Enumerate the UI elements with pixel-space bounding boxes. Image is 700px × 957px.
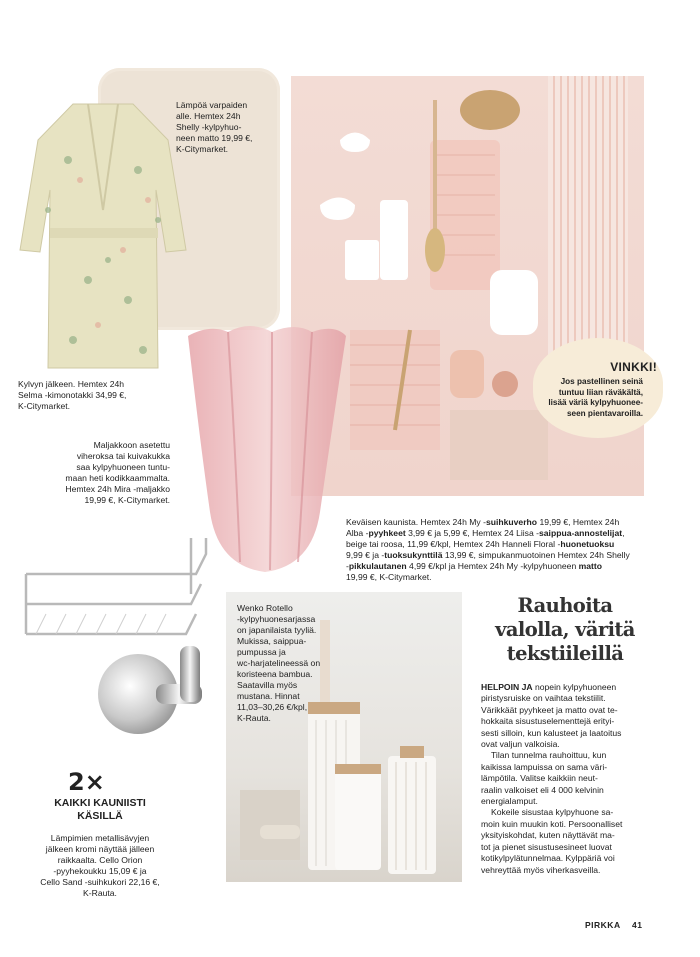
page-number: 41 (632, 920, 643, 930)
chrome-towel-hook-image (96, 632, 216, 750)
caption-product: suihkuverho (485, 517, 538, 527)
deal-heading: KAIKKI KAUNIISTI KÄSILLÄ (54, 797, 146, 822)
deal-count: 2× (68, 768, 105, 796)
caption-text: Keväisen kaunista. Hemtex 24h My - (346, 517, 486, 527)
tip-title: VINKKI! (610, 360, 657, 374)
caption-product: matto (578, 561, 603, 571)
vase-caption: Maljakkoon asetettu viheroksa tai kuivakukka saa kylpyhuoneen tuntu- maan heti kodikkaammalta. Hemtex 24h Mira -maljakko 19,99 €, K-Citymarket. (65, 440, 170, 505)
magazine-name: PIRKKA (585, 920, 621, 930)
caption-text: 19,99 €, Hemtex 24h Alba - (346, 517, 620, 538)
flatlay-caption (346, 506, 646, 583)
caption-product: pikkulautanen (348, 561, 407, 571)
caption-text: 3,99 € ja 5,99 €, Hemtex 24 Liisa - (405, 528, 539, 538)
caption-text: 4,99 €/kpl ja Hemtex 24h My -kylpyhuoneen (406, 561, 579, 571)
page-folio (585, 920, 645, 930)
caption-product: pyyhkeet (368, 528, 406, 538)
article-headline: Rauhoita valolla, väritä tekstiileillä (495, 594, 635, 665)
deal-text: Lämpimien metallisävyjen jälkeen kromi näyttää jälleen raikkaalta. Cello Orion -pyyhekoukku 15,09 € ja Cello Sand -suihkukori 22,16 €, K-Rauta. (40, 833, 160, 898)
caption-text: 19,99 €, K-Citymarket. (346, 572, 432, 582)
article-paragraph (481, 682, 659, 750)
caption-product: saippua-annostelijat (539, 528, 623, 538)
caption-text: 9,99 € ja - (346, 550, 385, 560)
caption-text: , beige tai roosa, 11,99 €/kpl, Hemtex 24h Hanneli Floral - (346, 528, 625, 549)
kimono-caption: Kylvyn jälkeen. Hemtex 24h Selma -kimonotakki 34,99 €, K-Citymarket. (18, 379, 127, 411)
article-paragraph-text: nopein kylpyhuoneen piristysruiske on vaihtaa tekstiilit. Värikkäät pyyhkeet ja matto ovat te- hokkaita sisustuselementtejä erityi- sesti silloin, kun kalusteet ja laatoitus ovat valjun valkoisia. (481, 682, 622, 750)
article-paragraph (481, 750, 659, 807)
caption-text: 13,99 €, simpukanmuotoinen Hemtex 24h Shelly - (346, 550, 630, 571)
article-lead: HELPOIN JA (481, 682, 533, 692)
article-body (481, 682, 659, 876)
tip-text: Jos pastellinen seinä tuntuu liian räväkältä, lisää väriä kylpyhuonee- seen pientavaroilla. (548, 377, 643, 418)
bathroom-set-caption: Wenko Rotello -kylpyhuonesarjassa on japanilaista tyyliä. Mukissa, saippua- pumpussa ja wc-harjatelineessä on koristeena bambua. Saatavilla myös mustana. Hinnat 11,03–30,26 €/kpl, K-Rauta. (237, 603, 321, 723)
article-paragraph-text: Kokeile sisustaa kylpyhuone sa- moin kuin muukin koti. Persoonalliset yksityiskohdat, kuten näyttävät ma- tot ja pienet sisustusesineet luovat kotikylpylätunnelmaa. Kylppäriä voi vehreyttää myös viherkasveilla. (481, 807, 623, 875)
kimono-image (18, 100, 188, 372)
caption-product: tuoksukynttilä (384, 550, 443, 560)
caption-product: huonetuoksu (560, 539, 615, 549)
article-paragraph (481, 807, 659, 875)
article-paragraph-text: Tilan tunnelma rauhoittuu, kun kaikissa lampuissa on sama väri- lämpötila. Valitse kaikkiin neut- raalin valkoiset eli 4 000 kelvinin energialamput. (481, 750, 608, 807)
slippers-caption: Lämpöä varpaiden alle. Hemtex 24h Shelly -kylpyhuo- neen matto 19,99 €, K-Citymarket. (176, 100, 253, 154)
